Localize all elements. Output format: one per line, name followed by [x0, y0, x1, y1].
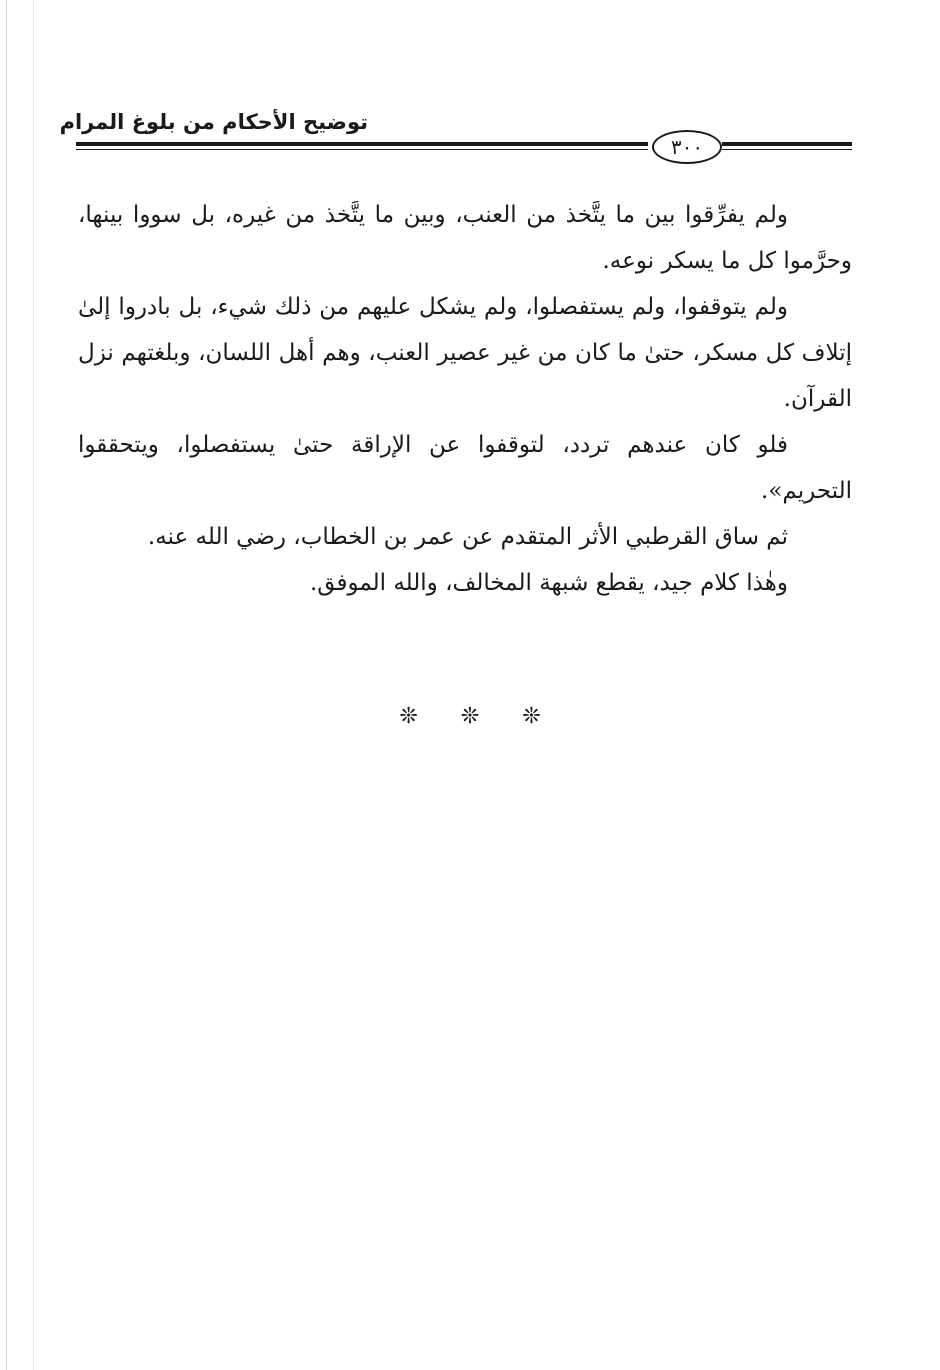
paragraph: ولم يتوقفوا، ولم يستفصلوا، ولم يشكل عليهم من ذلك شيء، بل بادروا إلىٰ إتلاف كل مسكر، حتىٰ ما كان من غير عصير العنب، وهم أهل اللسان، وبلغتهم نزل القرآن.	[78, 294, 852, 412]
header-rule	[722, 142, 852, 146]
body-text	[78, 192, 852, 606]
running-title: توضيح الأحكام من بلوغ المرام	[59, 110, 368, 134]
paragraph: ثم ساق القرطبي الأثر المتقدم عن عمر بن الخطاب، رضي الله عنه.	[147, 524, 788, 550]
page-header	[59, 100, 852, 170]
paragraph: وهٰذا كلام جيد، يقطع شبهة المخالف، والله الموفق.	[309, 570, 788, 596]
scan-edge-line	[6, 0, 7, 1370]
paragraph: فلو كان عندهم تردد، لتوقفوا عن الإراقة حتىٰ يستفصلوا، ويتحققوا التحريم».	[78, 432, 852, 504]
divider-star-icon: ❊	[399, 704, 418, 729]
page-number: ٣٠٠	[652, 130, 722, 164]
divider-star-icon: ❊	[522, 704, 541, 729]
paragraph: ولم يفرِّقوا بين ما يتَّخذ من العنب، وبين ما يتَّخذ من غيره، بل سووا بينها، وحرَّموا كل ما يسكر نوعه.	[78, 202, 852, 274]
header-rule	[76, 142, 648, 146]
divider-star-icon: ❊	[460, 704, 480, 729]
section-divider	[0, 704, 940, 729]
scan-edge-line	[33, 0, 34, 1370]
